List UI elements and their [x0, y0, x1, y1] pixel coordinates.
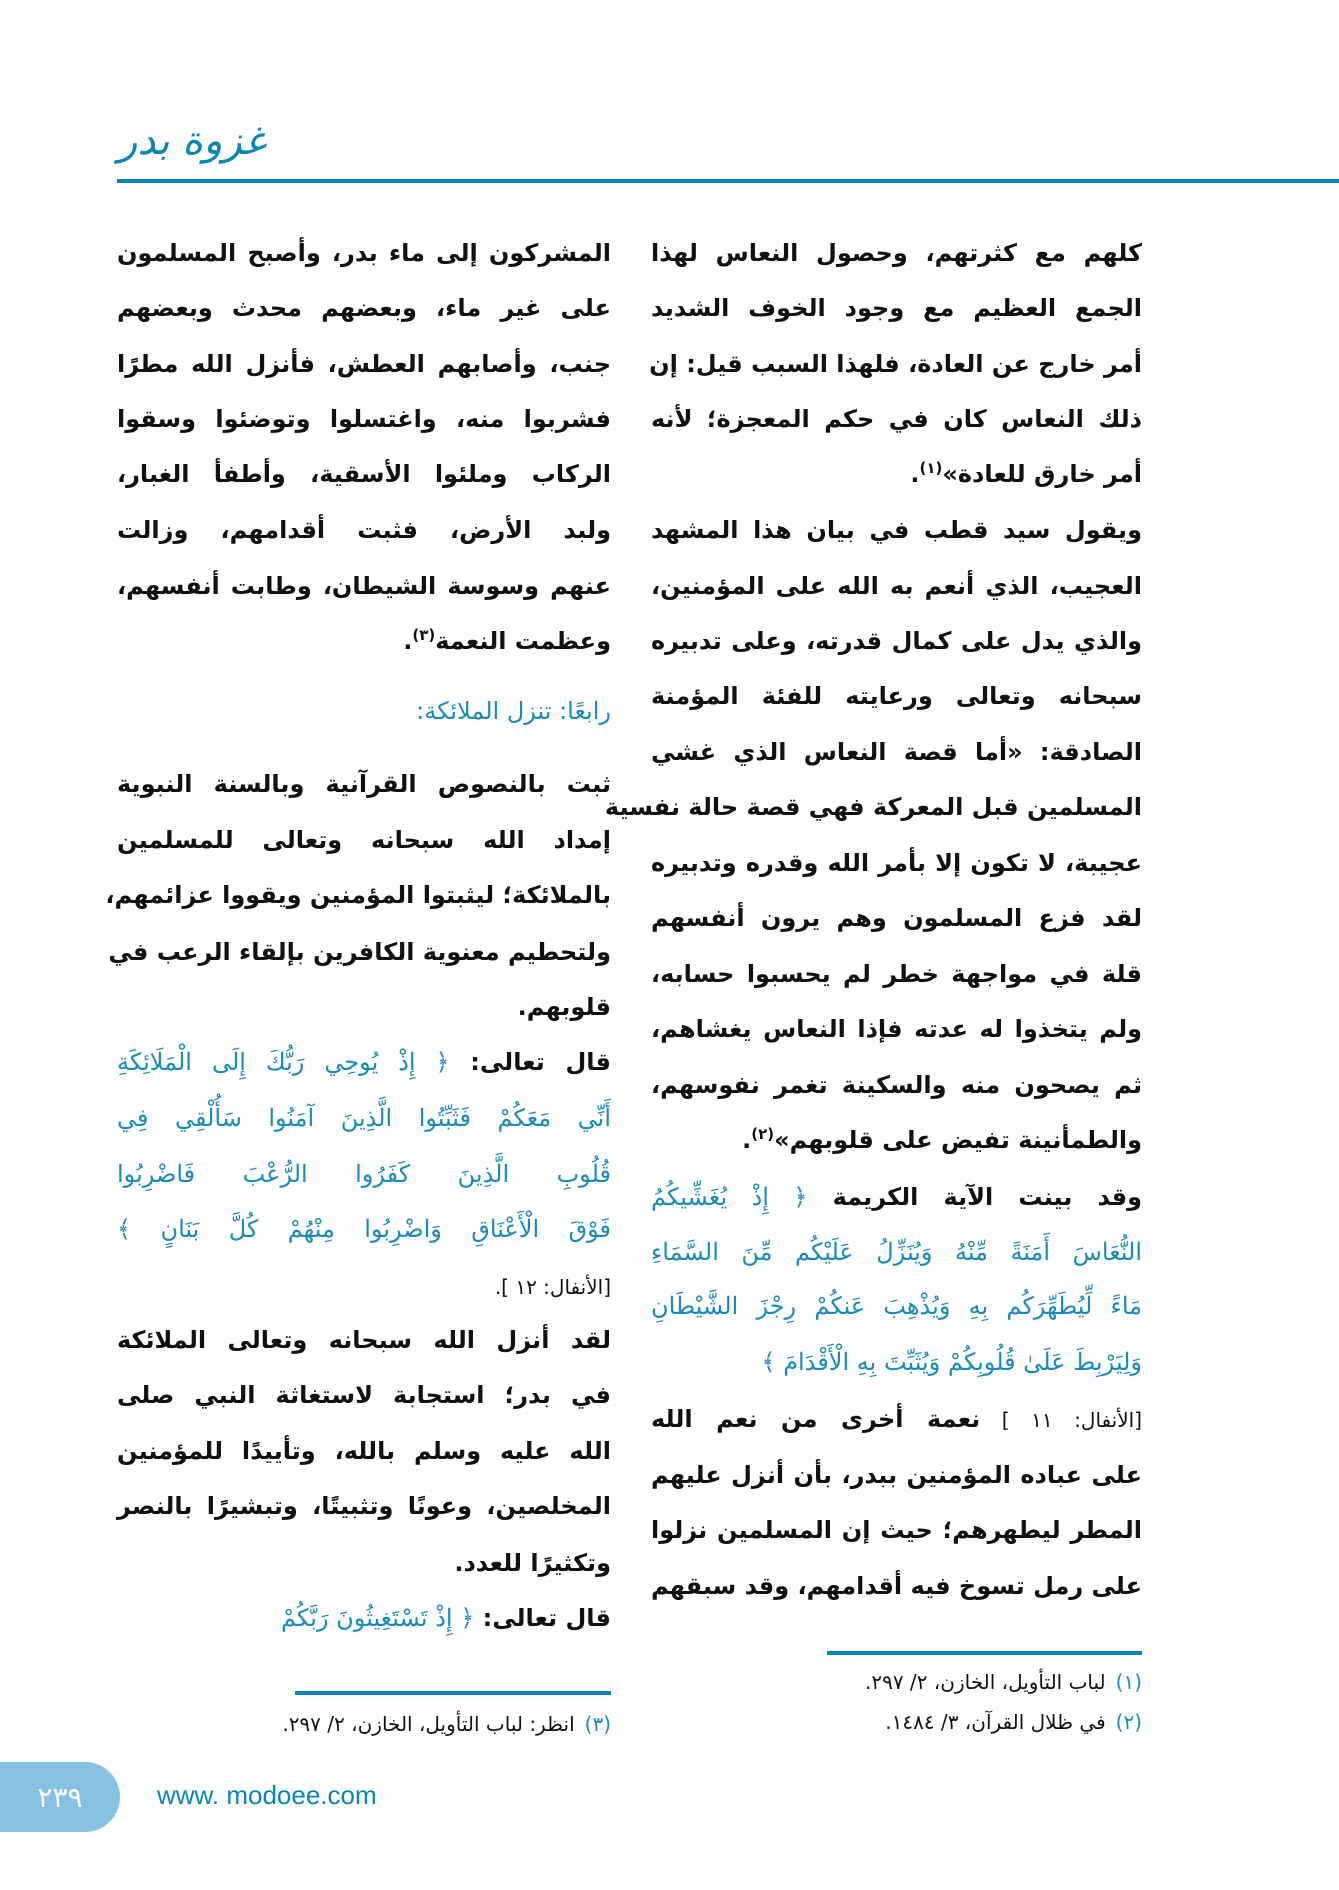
- left-column-line: [117, 1154, 611, 1194]
- right-column-line: [651, 1342, 1142, 1382]
- paragraph-text: وتكثيرًا للعدد.: [454, 1549, 611, 1577]
- footnote-marker: (١): [919, 459, 943, 477]
- right-column-line: [651, 1009, 1142, 1049]
- paragraph-text: ولبد الأرض، فثبت أقدامهم، وزالت: [117, 516, 611, 544]
- left-column-line: [117, 1042, 611, 1082]
- left-column-line: [117, 233, 611, 273]
- paragraph-text: أمر خارق للعادة»: [942, 460, 1142, 488]
- right-column-line: [651, 233, 1142, 273]
- left-column-line: [117, 344, 611, 384]
- left-column-line: [117, 288, 611, 328]
- footnote-text: انظر: لباب التأويل، الخازن، ٢/ ٢٩٧.: [282, 1712, 575, 1736]
- paragraph-text: الله عليه وسلم بالله، وتأييدًا للمؤمنين: [117, 1437, 611, 1465]
- right-column-line: [651, 288, 1142, 328]
- paragraph-text: سبحانه وتعالى ورعايته للفئة المؤمنة: [651, 682, 1142, 710]
- quran-verse: ﴿ إِذْ يُغَشِّيكُمُ: [651, 1183, 808, 1211]
- paragraph-text: على غير ماء، وبعضهم محدث وبعضهم: [117, 294, 611, 322]
- right-column-line: [651, 1065, 1142, 1105]
- right-column-line: [651, 1455, 1142, 1495]
- footnote-marker: (٣): [412, 626, 436, 644]
- left-column-line: [117, 399, 611, 439]
- right-column-line: [651, 1232, 1142, 1272]
- paragraph-text: لقد فزع المسلمون وهم يرون أنفسهم: [651, 904, 1142, 932]
- paragraph-text: المشركون إلى ماء بدر، وأصبح المسلمون: [117, 239, 611, 267]
- quran-verse: النُّعَاسَ أَمَنَةً مِّنْهُ وَيُنَزِّلُ عَلَيْكُم مِّنَ السَّمَاءِ: [651, 1238, 1142, 1266]
- right-column-line: [651, 732, 1142, 772]
- paragraph-text: بالملائكة؛ ليثبتوا المؤمنين ويقووا عزائمهم،: [105, 881, 611, 909]
- paragraph-text: والطمأنينة تفيض على قلوبهم»: [774, 1126, 1142, 1154]
- paragraph-text: أمر خارج عن العادة، فلهذا السبب قيل: إن: [649, 350, 1142, 378]
- right-column-line: [651, 954, 1142, 994]
- verse-reference: [الأنفال: ١١ ]: [980, 1408, 1142, 1432]
- paragraph-text: في بدر؛ استجابة لاستغاثة النبي صلى: [117, 1381, 611, 1409]
- paragraph-text: على رمل تسوخ فيه أقدامهم، وقد سبقهم: [650, 1572, 1142, 1600]
- website-link[interactable]: www. modoee.com: [157, 1780, 377, 1810]
- paragraph-text: لقد أنزل الله سبحانه وتعالى الملائكة: [117, 1326, 611, 1354]
- paragraph-text: العجيب، الذي أنعم به الله على المؤمنين،: [651, 572, 1142, 600]
- paragraph-text: المخلصين، وعونًا وتثبيتًا، وتبشيرًا بالنصر: [117, 1492, 611, 1520]
- quran-verse: ﴿ إِذْ يُوحِي رَبُّكَ إِلَى الْمَلَائِكَةِ: [117, 1048, 450, 1076]
- paragraph-text: .: [910, 460, 920, 488]
- footnote-text: في ظلال القرآن، ٣/ ١٤٨٤.: [885, 1710, 1106, 1734]
- quran-verse: أَنِّي مَعَكُمْ فَثَبِّتُوا الَّذِينَ آمَنُوا سَأُلْقِي فِي: [117, 1104, 611, 1132]
- paragraph-text: كلهم مع كثرتهم، وحصول النعاس لهذا: [651, 239, 1142, 267]
- paragraph-text: نعمة أخرى من نعم الله: [651, 1405, 981, 1433]
- right-column-line: [651, 621, 1142, 661]
- paragraph-text: الجمع العظيم مع وجود الخوف الشديد: [651, 294, 1142, 322]
- paragraph-text: قلة في مواجهة خطر لم يحسبوا حسابه،: [651, 960, 1142, 988]
- paragraph-text: وقد بينت الآية الكريمة: [807, 1183, 1143, 1211]
- paragraph-text: ويقول سيد قطب في بيان هذا المشهد: [651, 516, 1142, 544]
- left-column-line: [117, 621, 611, 661]
- quran-verse: وَلِيَرْبِطَ عَلَىٰ قُلُوبِكُمْ وَيُثَبِّتَ بِهِ الْأَقْدَامَ ﴾: [761, 1348, 1142, 1376]
- left-column-line: [117, 1543, 611, 1583]
- paragraph-text: قال تعالى:: [474, 1604, 611, 1632]
- left-column-line: [117, 1266, 611, 1306]
- paragraph-text: الركاب وملئوا الأسقية، وأطفأ الغبار،: [117, 460, 611, 488]
- right-column-line: [651, 898, 1142, 938]
- quran-verse: ﴿ إِذْ تَسْتَغِيثُونَ رَبَّكُمْ: [281, 1604, 475, 1632]
- left-column-line: [117, 1375, 611, 1415]
- left-column-line: [117, 1598, 611, 1638]
- footnote-rule-left: [295, 1691, 611, 1695]
- paragraph-text: عجيبة، لا تكون إلا بأمر الله وقدره وتدبيره: [651, 849, 1142, 877]
- left-column-line: [105, 875, 611, 915]
- right-column-line: [651, 1120, 1142, 1160]
- paragraph-text: إمداد الله سبحانه وتعالى للمسلمين: [117, 826, 611, 854]
- paragraph-text: عنهم وسوسة الشيطان، وطابت أنفسهم،: [117, 572, 611, 600]
- paragraph-text: ثبت بالنصوص القرآنية وبالسنة النبوية: [117, 770, 611, 798]
- right-column-line: [651, 510, 1142, 550]
- left-column-line: [117, 691, 611, 731]
- right-column-line: [604, 787, 1142, 827]
- right-column-line: [651, 843, 1142, 883]
- paragraph-text: ذلك النعاس كان في حكم المعجزة؛ لأنه: [651, 405, 1142, 433]
- right-column-line: [651, 1566, 1142, 1606]
- quran-verse: فَوْقَ الْأَعْنَاقِ وَاضْرِبُوا مِنْهُمْ كُلَّ بَنَانٍ ﴾: [117, 1215, 611, 1243]
- right-column-line: [651, 454, 1142, 494]
- left-column-line: [117, 1209, 611, 1249]
- paragraph-text: ولم يتخذوا له عدته فإذا النعاس يغشاهم،: [651, 1015, 1142, 1043]
- quran-verse: مَاءً لِّيُطَهِّرَكُم بِهِ وَيُذْهِبَ عَنكُمْ رِجْزَ الشَّيْطَانِ: [651, 1292, 1142, 1320]
- footnote-rule-right: [827, 1651, 1142, 1655]
- left-column-line: [117, 454, 611, 494]
- section-heading: رابعًا: تنزل الملائكة:: [416, 697, 611, 725]
- quran-verse: قُلُوبِ الَّذِينَ كَفَرُوا الرُّعْبَ فَاضْرِبُوا: [117, 1160, 611, 1188]
- paragraph-text: المطر ليطهرهم؛ حيث إن المسلمين نزلوا: [651, 1516, 1142, 1544]
- paragraph-text: فشربوا منه، واغتسلوا وتوضئوا وسقوا: [117, 405, 611, 433]
- right-column-line: [651, 344, 1142, 384]
- paragraph-text: قال تعالى:: [449, 1048, 611, 1076]
- right-column-line: [651, 1286, 1142, 1326]
- left-column-line: [117, 1431, 611, 1471]
- paragraph-text: ولتحطيم معنوية الكافرين بإلقاء الرعب في: [108, 938, 611, 966]
- footnote-number: (١): [1115, 1670, 1142, 1694]
- right-column-line: [651, 566, 1142, 606]
- right-column-line: [651, 1177, 1142, 1217]
- paragraph-text: قلوبهم.: [517, 993, 611, 1021]
- paragraph-text: الصادقة: «أما قصة النعاس الذي غشي: [651, 738, 1142, 766]
- right-column-line: [651, 399, 1142, 439]
- left-column-line: [108, 932, 611, 972]
- left-column-line: [117, 1320, 611, 1360]
- right-column-line: [651, 1510, 1142, 1550]
- header-rule: [117, 179, 1339, 183]
- paragraph-text: والذي يدل على كمال قدرته، وعلى تدبيره: [651, 627, 1142, 655]
- left-column-line: [117, 566, 611, 606]
- left-column-line: [117, 1098, 611, 1138]
- footnote-marker: (٢): [751, 1125, 775, 1143]
- paragraph-text: .: [742, 1126, 752, 1154]
- footnote-number: (٣): [584, 1712, 611, 1736]
- paragraph-text: على عباده المؤمنين ببدر، بأن أنزل عليهم: [651, 1461, 1142, 1489]
- page-number: ٢٣٩: [0, 1762, 120, 1832]
- left-column-line: [117, 1486, 611, 1526]
- paragraph-text: وعظمت النعمة: [435, 627, 611, 655]
- footnote-number: (٢): [1115, 1710, 1142, 1734]
- paragraph-text: جنب، وأصابهم العطش، فأنزل الله مطرًا: [117, 350, 611, 378]
- left-column-line: [117, 510, 611, 550]
- verse-reference: [الأنفال: ١٢ ].: [494, 1275, 611, 1299]
- left-column-line: [117, 987, 611, 1027]
- paragraph-text: المسلمين قبل المعركة فهي قصة حالة نفسية: [604, 793, 1142, 821]
- left-column-line: [117, 764, 611, 804]
- right-column-line: [651, 676, 1142, 716]
- footnote-3: [282, 1712, 611, 1736]
- running-header-title: غزوة بدر: [118, 118, 266, 164]
- footnote-2: [885, 1710, 1142, 1734]
- paragraph-text: ثم يصحون منه والسكينة تغمر نفوسهم،: [651, 1071, 1142, 1099]
- footnote-1: [865, 1670, 1142, 1694]
- right-column-line: [651, 1399, 1142, 1439]
- footnote-text: لباب التأويل، الخازن، ٢/ ٢٩٧.: [864, 1670, 1106, 1694]
- left-column-line: [117, 820, 611, 860]
- paragraph-text: .: [403, 627, 413, 655]
